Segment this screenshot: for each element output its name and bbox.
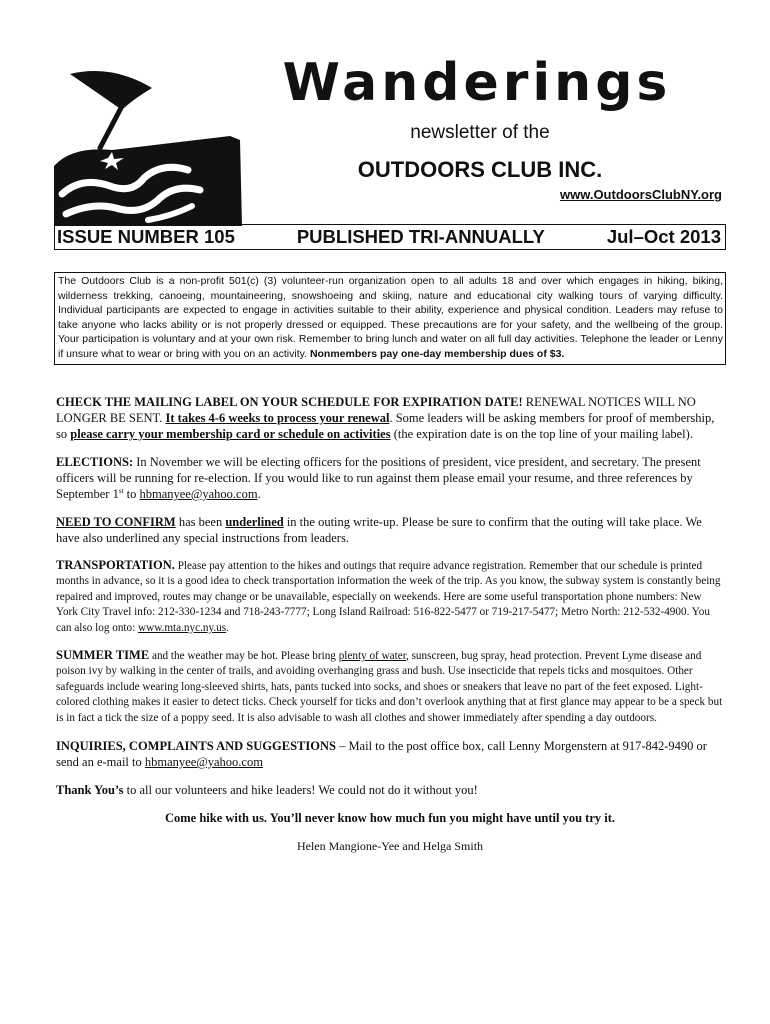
inquiries-email-link[interactable]: hbmanyee@yahoo.com bbox=[144, 755, 263, 770]
renewal-time-note: It takes 4-6 weeks to process your renewal bbox=[165, 411, 390, 425]
summer-paragraph: SUMMER TIME and the weather may be hot. Please bring plenty of water, sunscreen, bug spray, head protection. Prevent Lyme disease and poison ivy by walking in the center of trails, and avoiding overhanging grass and bush. Use insecticide that repels ticks and mosquitoes. Other safeguards include wearing long-sleeved shirts, hats, pants tucked into socks, and shoes or sneakers that leave no part of the feet exposed. Light-colored clothing makes it easier to detect ticks. Check yourself for ticks and don’t overlook anything that at first glance may appear to be a speck but is in fact a tick the size of a poppy seed. It is also advisable to wash all clothes and shower immediately after spending a day outdoors. bbox=[56, 648, 723, 724]
website-link[interactable]: www.OutdoorsClubNY.org bbox=[559, 187, 722, 202]
transportation-heading: TRANSPORTATION. bbox=[56, 558, 175, 572]
newsletter-body bbox=[56, 394, 724, 854]
carry-card-note: please carry your membership card or schedule on activities bbox=[70, 427, 391, 441]
inquiries-paragraph: INQUIRIES, COMPLAINTS AND SUGGESTIONS – Mail to the post office box, call Lenny Morgenstern at 917-842-9490 or send an e-mail to hbmanyee@yahoo.com bbox=[56, 739, 707, 770]
mta-link[interactable]: www.mta.nyc.ny.us bbox=[138, 621, 227, 634]
inquiries-heading: INQUIRIES, COMPLAINTS AND SUGGESTIONS bbox=[56, 739, 336, 754]
mailing-label-paragraph: CHECK THE MAILING LABEL ON YOUR SCHEDULE FOR EXPIRATION DATE! RENEWAL NOTICES WILL NO LONGER BE SENT. It takes 4-6 weeks to process your renewal. Some leaders will be asking members for proof of membership, so please carry your membership card or schedule on activities (the expiration date is on the top line of your mailing label). bbox=[56, 395, 715, 441]
about-text: The Outdoors Club is a non-profit 501(c) (3) volunteer-run organization open to all adults 18 and over which engages in hiking, biking, wilderness trekking, canoeing, mountaineering, snowshoeing and skiing, nature and educational city walking tours of varying difficulty. Individual participants are expected to engage in activities suitable to their ability, experience and physical condition. Leaders may refuse to take anyone who lacks ability or is not properly dressed or equipped. These precautions are for your safety, and the wellbeing of the group. Your participation is voluntary and at your own risk. Remember to bring lunch and water on all full day activities. Telephone the leader or Lenny if unsure what to wear or bring with you on an activity. bbox=[58, 275, 723, 360]
issue-period: Jul–Oct 2013 bbox=[606, 226, 721, 247]
water-note: plenty of water bbox=[338, 650, 406, 663]
confirm-heading: NEED TO CONFIRM bbox=[56, 515, 176, 529]
issue-number: ISSUE NUMBER 105 bbox=[57, 226, 235, 247]
thanks-heading: Thank You’s bbox=[56, 783, 124, 798]
issue-bar bbox=[54, 224, 726, 250]
mailing-heading: CHECK THE MAILING LABEL ON YOUR SCHEDULE FOR EXPIRATION DATE! bbox=[56, 395, 523, 409]
underlined-word: underlined bbox=[225, 515, 284, 529]
newsletter-subtitle: newsletter of the bbox=[410, 122, 550, 143]
email-link[interactable]: hbmanyee@yahoo.com bbox=[139, 487, 258, 501]
newsletter-title: Wanderings bbox=[282, 53, 672, 113]
publication-frequency: PUBLISHED TRI-ANNUALLY bbox=[296, 226, 545, 247]
signature: Helen Mangione-Yee and Helga Smith bbox=[296, 839, 484, 854]
nonmember-dues-note: Nonmembers pay one-day membership dues of $3. bbox=[309, 347, 565, 360]
transportation-paragraph: TRANSPORTATION. Please pay attention to the hikes and outings that require advance registration. Remember that our schedule is printed months in advance, so it is a good idea to check transportation information the week of the trip. As you know, the subway system is constantly being repaired and improved, routes may change or be unavailable, especially on weekends. Here are some useful transportation phone numbers: New York City Travel info: 212-330-1234 and 718-243-7777; Long Island Railroad: 516-822-5477 or 719-217-5477; Metro North: 212-532-4900. You can also log onto: www.mta.nyc.ny.us. bbox=[56, 558, 721, 634]
elections-heading: ELECTIONS: bbox=[56, 455, 134, 469]
confirm-paragraph: NEED TO CONFIRM has been underlined in the outing write-up. Please be sure to confirm that the outing will take place. We have also underlined any special instructions from leaders. bbox=[56, 515, 702, 545]
elections-paragraph: ELECTIONS: In November we will be electing officers for the positions of president, vice president, and secretary. The present officers will be running for re-election. If you would like to run against them please email your resume, and three references by September 1st to hbmanyee@yahoo.com. bbox=[56, 455, 701, 501]
closing-line: Come hike with us. You’ll never know how much fun you might have until you try it. bbox=[164, 811, 616, 826]
club-name: OUTDOORS CLUB INC. bbox=[357, 157, 603, 182]
summer-heading: SUMMER TIME bbox=[56, 648, 150, 663]
thanks-paragraph: Thank You’s to all our volunteers and hike leaders! We could not do it without you! bbox=[56, 783, 478, 798]
club-logo bbox=[52, 66, 244, 226]
about-box bbox=[54, 272, 726, 365]
